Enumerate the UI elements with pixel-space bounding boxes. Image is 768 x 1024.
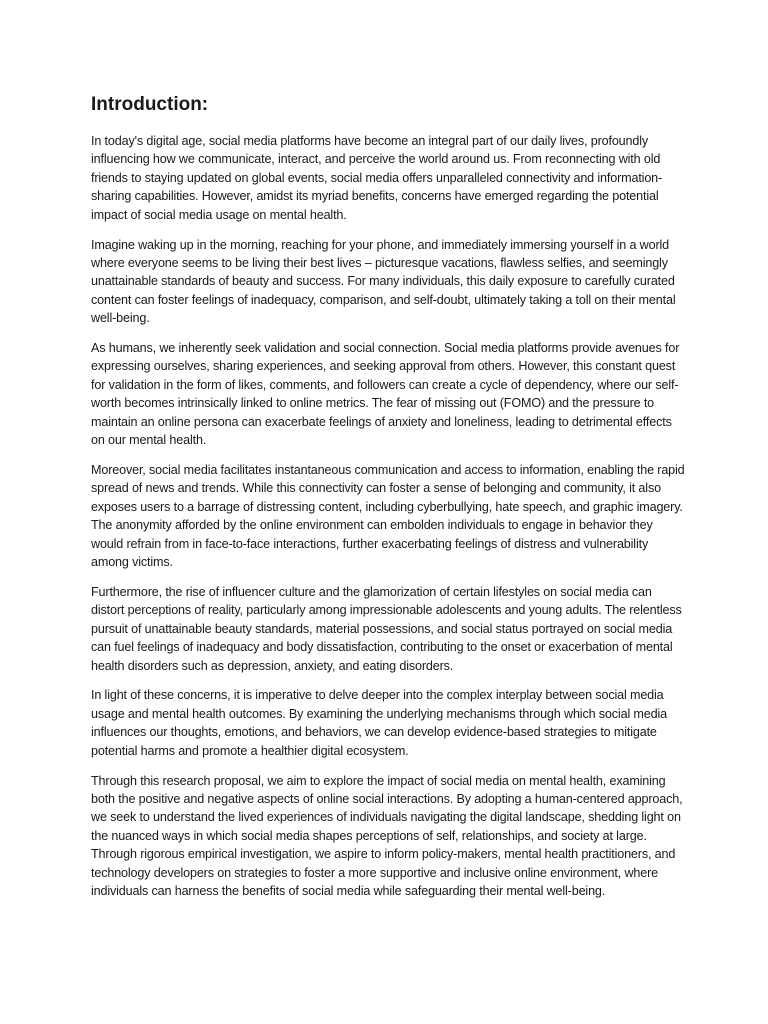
paragraph-1: In today's digital age, social media platforms have become an integral part of our daily lives, profoundly influencing how we communicate, interact, and perceive the world around us. From reconnecting with old friends to staying updated on global events, social media offers unparalleled connectivity and information-sharing capabilities. However, amidst its myriad benefits, concerns have emerged regarding the potential impact of social media usage on mental health. — [91, 134, 663, 222]
document-page — [91, 92, 687, 912]
paragraph-7: Through this research proposal, we aim to explore the impact of social media on mental health, examining both the positive and negative aspects of online social interactions. By adopting a human-centered approach, we seek to understand the lived experiences of individuals navigating the digital landscape, shedding light on the nuanced ways in which social media shapes perceptions of self, relationships, and society at large. Through rigorous empirical investigation, we aspire to inform policy-makers, mental health practitioners, and technology developers on strategies to foster a more supportive and inclusive online environment, where individuals can harness the benefits of social media while safeguarding their mental well-being. — [91, 773, 683, 899]
paragraph-3: As humans, we inherently seek validation and social connection. Social media platforms provide avenues for expressing ourselves, sharing experiences, and seeking approval from others. However, this constant quest for validation in the form of likes, comments, and followers can create a cycle of dependency, where our self-worth becomes intrinsically linked to online metrics. The fear of missing out (FOMO) and the pressure to maintain an online persona can exacerbate feelings of anxiety and loneliness, leading to detrimental effects on our mental health. — [91, 341, 680, 448]
section-heading: Introduction: — [91, 94, 209, 115]
paragraph-2: Imagine waking up in the morning, reaching for your phone, and immediately immersing yourself in a world where everyone seems to be living their best lives – picturesque vacations, flawless selfies, and seemingly unattainable standards of beauty and success. For many individuals, this daily exposure to carefully curated content can foster feelings of inadequacy, comparison, and self-doubt, ultimately taking a toll on their mental well-being. — [91, 237, 676, 326]
paragraph-4: Moreover, social media facilitates instantaneous communication and access to information, enabling the rapid spread of news and trends. While this connectivity can foster a sense of belonging and community, it also exposes users to a barrage of distressing content, including cyberbullying, hate speech, and graphic imagery. The anonymity afforded by the online environment can embolden individuals to engage in behavior they would refrain from in face-to-face interactions, further exacerbating feelings of distress and vulnerability among victims. — [91, 463, 685, 570]
paragraph-6: In light of these concerns, it is imperative to delve deeper into the complex interplay between social media usage and mental health outcomes. By examining the underlying mechanisms through which social media influences our thoughts, emotions, and behaviors, we can develop evidence-based strategies to mitigate potential harms and promote a healthier digital ecosystem. — [91, 688, 667, 758]
paragraph-5: Furthermore, the rise of influencer culture and the glamorization of certain lifestyles on social media can distort perceptions of reality, particularly among impressionable adolescents and young adults. The relentless pursuit of unattainable beauty standards, material possessions, and social status portrayed on social media can fuel feelings of inadequacy and body dissatisfaction, contributing to the onset or exacerbation of mental health disorders such as depression, anxiety, and eating disorders. — [91, 584, 682, 673]
